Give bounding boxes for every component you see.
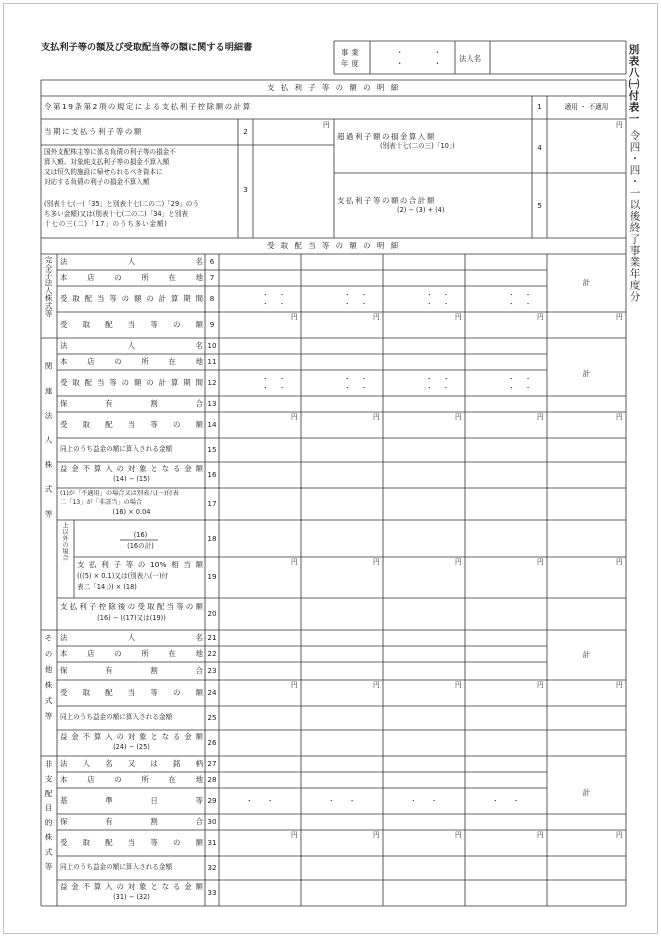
row5-sub-label: (2) − (3) + (4): [397, 206, 445, 214]
row29-col3-date[interactable]: ・ ・: [410, 797, 444, 805]
row28-label: 本 店 の 所 在 地: [60, 775, 203, 784]
row32-label: 同上のうち益金の額に算入される金額: [60, 863, 173, 871]
row-number-26: 26: [207, 738, 217, 747]
row-number-33: 33: [207, 888, 217, 897]
corp-name-label: 法人名: [459, 54, 482, 63]
group-label-other: その他株式等: [44, 634, 53, 728]
row9-col2-yen: 円: [373, 313, 380, 321]
row-number-8: 8: [209, 294, 215, 303]
row12-col2-period-to[interactable]: ・ ・: [344, 384, 372, 392]
row24-col1-yen: 円: [291, 681, 298, 689]
row8-col2-period-from[interactable]: ・ ・: [344, 291, 372, 299]
row8-col1-period-to[interactable]: ・ ・: [262, 300, 290, 308]
row5-label: 支払利子等の額の合計額: [337, 196, 436, 205]
row1-label: 令第19条第2項の規定による支払利子控除額の計算: [44, 102, 252, 111]
row-number-30: 30: [207, 817, 217, 826]
row3-number: 3: [243, 185, 248, 194]
row-number-27: 27: [207, 759, 217, 768]
row-number-12: 12: [207, 378, 217, 387]
row27-label: 法 人 名 又 は 銘 柄: [60, 759, 203, 768]
row-number-17: 17: [207, 499, 217, 508]
row33-formula: (31) − (32): [113, 893, 150, 901]
row11-label: 本 店 の 所 在 地: [60, 357, 203, 366]
row31-col4-yen: 円: [537, 831, 544, 839]
row2-label: 当期に支払う利子等の額: [44, 127, 143, 136]
row-number-21: 21: [207, 633, 217, 642]
row14-col3-yen: 円: [455, 413, 462, 421]
row20-formula: (16) − ((17)又は(19)): [97, 614, 166, 622]
row-number-29: 29: [207, 796, 217, 805]
row19-formula-line1: (((5) × 0.1)又は(別表八(一)付: [77, 572, 169, 580]
row-number-25: 25: [207, 713, 217, 722]
row12-col3-period-from[interactable]: ・ ・: [426, 375, 454, 383]
row19-col1-yen: 円: [291, 558, 298, 566]
row9-label: 受 取 配 当 等 の 額: [60, 320, 203, 329]
row17-label-line2: 二「13」が「非該当」の場合: [60, 499, 143, 506]
row-number-7: 7: [209, 273, 215, 282]
row12-col4-period-to[interactable]: ・ ・: [508, 384, 536, 392]
side-label-form-number: 別表八㈠付表一: [627, 44, 640, 125]
row4-amount-field[interactable]: [548, 120, 625, 172]
corp-name-field[interactable]: [491, 42, 625, 73]
row-number-6: 6: [209, 257, 215, 266]
row3-label-line6: ち多い金額)又は(別表十七(二の二)「34」と別表: [44, 210, 188, 218]
row15-label: 同上のうち益金の額に算入される金額: [60, 445, 173, 453]
row5-number: 5: [537, 201, 542, 210]
row8-col3-period-to[interactable]: ・ ・: [426, 300, 454, 308]
row19-formula-line2: 表二「14」)) × (18): [77, 583, 137, 591]
group-label-other-than-above: 上以外の場合: [61, 522, 68, 561]
row1-number: 1: [537, 102, 542, 111]
interest-section-header: 支 払 利 子 等 の 額 の 明 細: [266, 83, 401, 92]
row29-label: 基 準 日 等: [60, 796, 203, 805]
row9-col1-yen: 円: [291, 313, 298, 321]
row14-label: 受 取 配 当 等 の 額: [60, 420, 203, 429]
dividends-section-header: 受 取 配 当 等 の 額 の 明 細: [266, 241, 401, 250]
row9-total-yen: 円: [616, 313, 623, 321]
row-number-18: 18: [207, 534, 217, 543]
row4-number: 4: [537, 143, 542, 152]
row8-col2-period-to[interactable]: ・ ・: [344, 300, 372, 308]
row2-yen-unit: 円: [323, 121, 330, 129]
row14-col1-yen: 円: [291, 413, 298, 421]
row31-col3-yen: 円: [455, 831, 462, 839]
row-number-11: 11: [207, 357, 217, 366]
row-number-16: 16: [207, 470, 217, 479]
row24-label: 受 取 配 当 等 の 額: [60, 688, 203, 697]
side-label-period: 令四・四・一以後終了事業年度分: [628, 130, 641, 303]
row3-label-line2: 算入額、対象純支払利子等の損金不算入額: [44, 158, 170, 166]
group-label-wholly-owned: 完全子法人株式等: [44, 256, 53, 317]
row3-label-line4: 対応する負債の利子の損金不算入額: [44, 178, 150, 186]
row3-label-line5: (別表十七(一)「35」と別表十七(二の二)「29」のう: [44, 200, 199, 208]
row26-label: 益金不算入の対象となる金額: [60, 732, 203, 741]
row24-total-yen: 円: [616, 681, 623, 689]
row5-amount-field[interactable]: [548, 174, 625, 237]
row29-col4-date[interactable]: ・ ・: [492, 797, 526, 805]
row7-label: 本 店 の 所 在 地: [60, 273, 203, 282]
fiscal-year-start[interactable]: ・ ・: [396, 48, 456, 57]
row12-col4-period-from[interactable]: ・ ・: [508, 375, 536, 383]
row4-yen-unit: 円: [616, 121, 623, 129]
row4-sub-label: (別表十七(二の三)「10」): [380, 142, 455, 150]
row-number-20: 20: [207, 609, 217, 618]
row-number-24: 24: [207, 688, 217, 697]
row8-col4-period-to[interactable]: ・ ・: [508, 300, 536, 308]
row20-label: 支払利子控除後の受取配当等の額: [60, 602, 203, 611]
row31-col2-yen: 円: [373, 831, 380, 839]
total-label-group2: 計: [582, 369, 591, 378]
row12-col1-period-to[interactable]: ・ ・: [262, 384, 290, 392]
group-label-related: 関連法人株式等: [44, 362, 53, 535]
row31-label: 受 取 配 当 等 の 額: [60, 838, 203, 847]
row31-total-yen: 円: [616, 831, 623, 839]
row21-label: 法 人 名: [60, 633, 203, 642]
row-number-22: 22: [207, 649, 217, 658]
row14-total-yen: 円: [616, 413, 623, 421]
row10-label: 法 人 名: [60, 341, 203, 350]
row29-col2-date[interactable]: ・ ・: [328, 797, 362, 805]
row22-label: 本 店 の 所 在 地: [60, 649, 203, 658]
row24-col2-yen: 円: [373, 681, 380, 689]
row3-label-line3: 又は恒久的施設に帰せられるべき資本に: [44, 168, 163, 176]
row19-label: 支払利子等の10%相当額: [77, 560, 203, 569]
row29-col1-date[interactable]: ・ ・: [246, 797, 280, 805]
row17-formula: (16) × 0.04: [112, 508, 151, 516]
row24-col3-yen: 円: [455, 681, 462, 689]
row8-col3-period-from[interactable]: ・ ・: [426, 291, 454, 299]
row26-formula: (24) − (25): [113, 743, 150, 751]
total-label-group1: 計: [582, 278, 591, 287]
row18-denominator: (16の計): [127, 542, 154, 550]
row-number-31: 31: [207, 838, 217, 847]
row-number-13: 13: [207, 399, 217, 408]
row8-col1-period-from[interactable]: ・ ・: [262, 291, 290, 299]
total-label-group3: 計: [582, 650, 591, 659]
row17-label-line1: (1)が「不適用」の場合又は別表八(一)付表: [60, 490, 179, 497]
row12-col1-period-from[interactable]: ・ ・: [262, 375, 290, 383]
total-label-group4: 計: [582, 788, 591, 797]
row12-col2-period-from[interactable]: ・ ・: [344, 375, 372, 383]
row-number-23: 23: [207, 666, 217, 675]
row12-label: 受取配当等の額の計算期間: [60, 378, 203, 387]
row-number-9: 9: [209, 320, 215, 329]
row3-label-line1: 国外支配株主等に係る負債の利子等の損金不: [44, 148, 176, 156]
fiscal-year-label: 事業年度: [341, 48, 362, 68]
row8-col4-period-from[interactable]: ・ ・: [508, 291, 536, 299]
row30-label: 保 有 割 合: [60, 817, 203, 826]
row16-formula: (14) − (15): [113, 475, 150, 483]
row-number-19: 19: [207, 572, 217, 581]
row16-label: 益金不算入の対象となる金額: [60, 464, 203, 473]
row-number-32: 32: [207, 863, 217, 872]
row3-label-line7: 十七の三(二)「17」のうち多い金額): [44, 220, 168, 228]
row-number-28: 28: [207, 775, 217, 784]
row14-col2-yen: 円: [373, 413, 380, 421]
row4-label: 超過利子額の損金算入額: [337, 132, 436, 141]
row-number-15: 15: [207, 445, 217, 454]
row3-amount-field[interactable]: [254, 146, 333, 237]
row9-col3-yen: 円: [455, 313, 462, 321]
row14-col4-yen: 円: [537, 413, 544, 421]
row19-col3-yen: 円: [455, 558, 462, 566]
row-number-14: 14: [207, 420, 217, 429]
row2-number: 2: [243, 127, 248, 136]
form-title: 支払利子等の額及び受取配当等の額に関する明細書: [41, 42, 253, 53]
row12-col3-period-to[interactable]: ・ ・: [426, 384, 454, 392]
row33-label: 益金不算入の対象となる金額: [60, 882, 203, 891]
row24-col4-yen: 円: [537, 681, 544, 689]
fiscal-year-end[interactable]: ・ ・: [396, 59, 456, 68]
row9-col4-yen: 円: [537, 313, 544, 321]
row19-total-yen: 円: [616, 558, 623, 566]
row25-label: 同上のうち益金の額に算入される金額: [60, 713, 173, 721]
row31-col1-yen: 円: [291, 831, 298, 839]
row23-label: 保 有 割 合: [60, 666, 203, 675]
row18-numerator: (16): [133, 531, 148, 539]
row19-col2-yen: 円: [373, 558, 380, 566]
row6-label: 法 人 名: [60, 257, 203, 266]
row8-label: 受取配当等の額の計算期間: [60, 294, 203, 303]
row1-applicability-select[interactable]: 適用 ・ 不適用: [564, 103, 609, 111]
group-label-non-controlling: 非支配目的株式等: [44, 760, 53, 877]
row-number-10: 10: [207, 341, 217, 350]
row13-label: 保 有 割 合: [60, 399, 203, 408]
row2-amount-field[interactable]: [254, 120, 333, 144]
row19-col4-yen: 円: [537, 558, 544, 566]
